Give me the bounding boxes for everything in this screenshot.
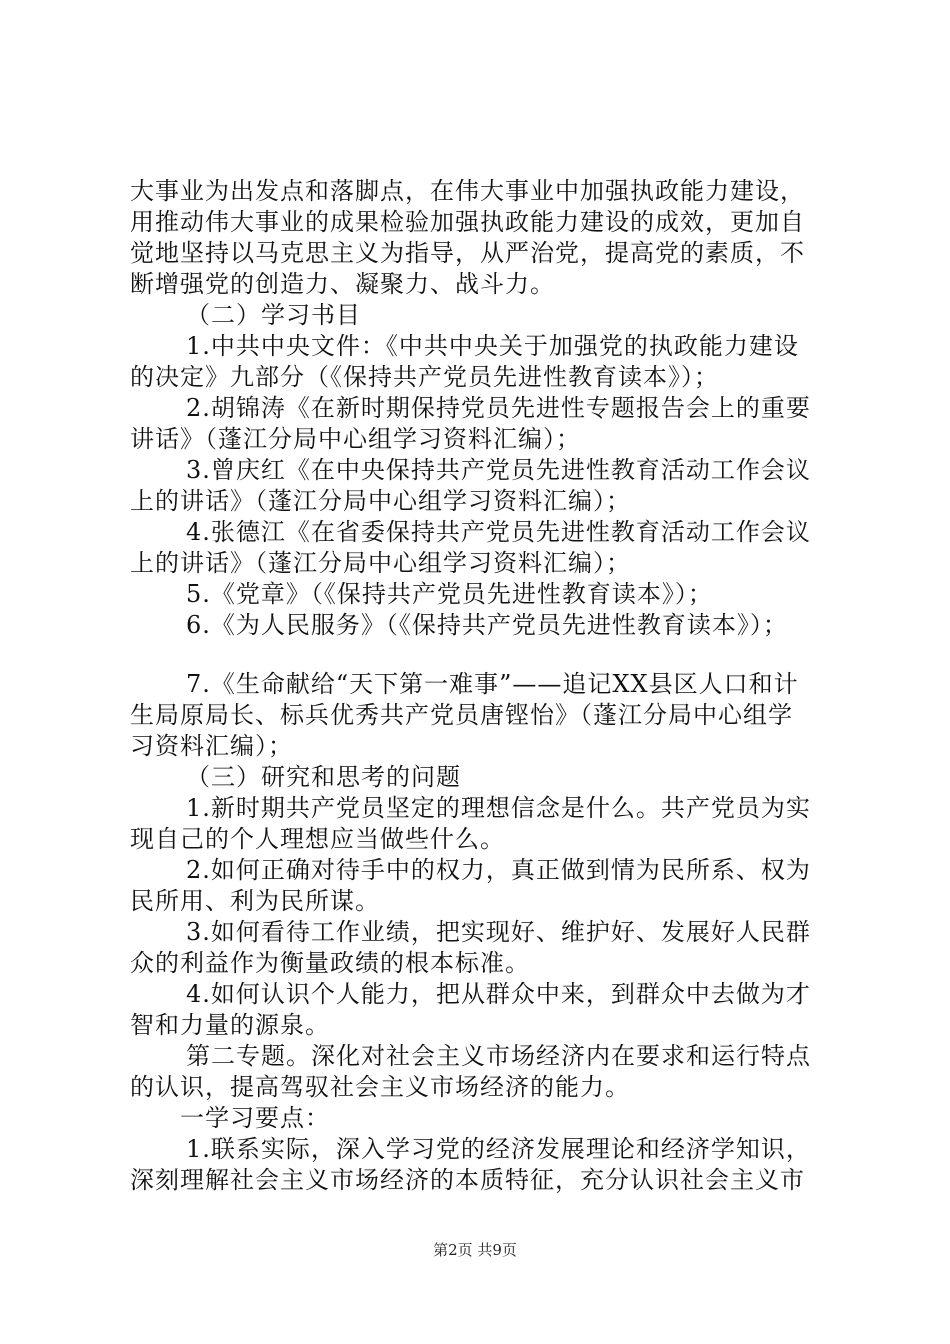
text-line: 5.《党章》（《保持共产党员先进性教育读本》）；: [186, 580, 713, 608]
text-line: 4.张德江《在省委保持共产党员先进性教育活动工作会议: [186, 518, 811, 546]
document-body: [130, 176, 840, 1196]
text-line: 3.如何看待工作业绩，把实现好、维护好、发展好人民群: [186, 918, 811, 946]
text-line: 4.如何认识个人能力，把从群众中来，到群众中去做为才: [186, 980, 811, 1008]
text-line: 现自己的个人理想应当做些什么。: [130, 825, 505, 853]
text-line: 习资料汇编）；: [130, 732, 293, 760]
text-line: 一学习要点：: [180, 1104, 330, 1132]
text-line: 1.中共中央文件：《中共中央关于加强党的执政能力建设: [186, 332, 799, 360]
section-heading: （二）学习书目: [186, 301, 361, 329]
text-line: 民所用、利为民所谋。: [130, 887, 380, 915]
text-line: 3.曾庆红《在中央保持共产党员先进性教育活动工作会议: [186, 456, 811, 484]
text-line: 的认识，提高驾驭社会主义市场经济的能力。: [130, 1073, 630, 1101]
section-heading: （三）研究和思考的问题: [186, 763, 461, 791]
text-line: 用推动伟大事业的成果检验加强执政能力建设的成效，更加自: [130, 208, 805, 236]
text-line: 1.联系实际，深入学习党的经济发展理论和经济学知识，: [186, 1135, 811, 1163]
text-line: 讲话》（蓬江分局中心组学习资料汇编）；: [130, 425, 581, 453]
text-line: 断增强党的创造力、凝聚力、战斗力。: [130, 270, 555, 298]
text-line: 6.《为人民服务》（《保持共产党员先进性教育读本》）；: [186, 611, 788, 639]
text-line: 的决定》九部分（《保持共产党员先进性教育读本》）；: [130, 363, 719, 391]
text-line: 深刻理解社会主义市场经济的本质特征，充分认识社会主义市: [130, 1166, 805, 1194]
text-line: 1.新时期共产党员坚定的理想信念是什么。共产党员为实: [186, 794, 811, 822]
text-line: 智和力量的源泉。: [130, 1011, 330, 1039]
text-line: 上的讲话》（蓬江分局中心组学习资料汇编）；: [130, 549, 631, 577]
page-number-footer: 第2页 共9页: [433, 1241, 517, 1259]
text-line: 觉地坚持以马克思主义为指导，从严治党，提高党的素质，不: [130, 239, 805, 267]
text-line: 2.如何正确对待手中的权力，真正做到情为民所系、权为: [186, 856, 811, 884]
text-line: 生局原局长、标兵优秀共产党员唐铿怡》（蓬江分局中心组学: [130, 701, 793, 729]
text-line: 7.《生命献给“天下第一难事”——追记XX县区人口和计: [186, 670, 799, 698]
text-line: 众的利益作为衡量政绩的根本标准。: [130, 949, 530, 977]
section-heading: 第二专题。深化对社会主义市场经济内在要求和运行特点: [186, 1042, 811, 1070]
text-line: 上的讲话》（蓬江分局中心组学习资料汇编）；: [130, 487, 631, 515]
text-line: 2.胡锦涛《在新时期保持党员先进性专题报告会上的重要: [186, 394, 811, 422]
text-line: 大事业为出发点和落脚点，在伟大事业中加强执政能力建设，: [130, 177, 805, 205]
blank-gap: [130, 641, 840, 669]
